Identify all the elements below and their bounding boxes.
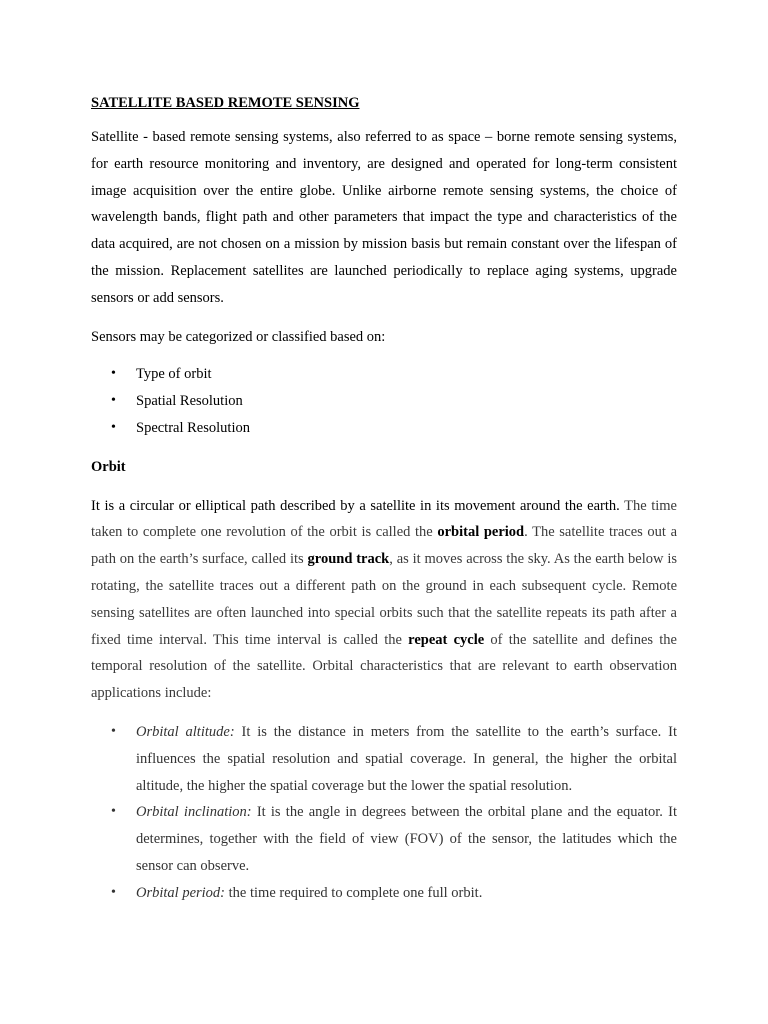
list-item: [91, 388, 677, 415]
bullet-icon: •: [111, 419, 116, 435]
orbit-text-segment: of the satellite and defines the temporal resolution of the satellite. Orbital characteristics that are relevant to earth observation applications include:: [91, 631, 677, 702]
sensor-category-list: [91, 361, 677, 441]
orbit-paragraph: [91, 493, 677, 707]
characteristic-term: Orbital altitude:: [136, 723, 235, 740]
list-item: [91, 719, 677, 799]
orbital-period-term: orbital period: [437, 524, 525, 541]
orbit-heading: Orbit: [91, 458, 126, 475]
bullet-icon: •: [111, 804, 116, 820]
list-item: [91, 799, 677, 879]
bullet-icon: •: [111, 723, 116, 739]
bullet-icon: •: [111, 393, 116, 409]
list-item-text: Spectral Resolution: [136, 419, 250, 436]
bullet-icon: •: [111, 884, 116, 900]
characteristic-term: Orbital inclination:: [136, 804, 252, 821]
document-page: [91, 93, 677, 907]
orbital-characteristics-list: [91, 719, 677, 907]
list-item: [91, 361, 677, 388]
sensors-intro: Sensors may be categorized or classified based on:: [91, 328, 386, 345]
ground-track-term: ground track: [307, 551, 390, 568]
orbit-definition: It is a circular or elliptical path described by a satellite in its movement around the earth.: [91, 497, 620, 514]
orbit-text-segment: . The satellite traces out a path on the earth’s surface, called its: [91, 524, 677, 568]
repeat-cycle-term: repeat cycle: [408, 631, 485, 648]
characteristic-description: It is the distance in meters from the satellite to the earth’s surface. It influences the spatial resolution and spatial coverage. In general, the higher the orbital altitude, the higher the spatial coverage but the lower the spatial resolution.: [136, 723, 677, 794]
intro-paragraph: Satellite - based remote sensing systems, also referred to as space – borne remote sensing systems, for earth resource monitoring and inventory, are designed and operated for long-term consistent image acquisition over the entire globe. Unlike airborne remote sensing systems, the choice of wavelength bands, flight path and other parameters that impact the type and characteristics of the data acquired, are not chosen on a mission by mission basis but remain constant over the lifespan of the mission. Replacement satellites are launched periodically to replace aging systems, upgrade sensors or add sensors.: [91, 129, 677, 306]
document-title: SATELLITE BASED REMOTE SENSING: [91, 95, 360, 111]
characteristic-description: the time required to complete one full orbit.: [225, 884, 483, 901]
orbit-text-segment: , as it moves across the sky. As the earth below is rotating, the satellite traces out a different path on the ground in each subsequent cycle. Remote sensing satellites are often launched into special orbits such that the satellite repeats its path after a fixed time interval. This time interval is called the: [91, 551, 677, 648]
characteristic-term: Orbital period:: [136, 884, 226, 901]
list-item: [91, 880, 677, 907]
list-item-text: Spatial Resolution: [136, 393, 243, 410]
characteristic-description: It is the angle in degrees between the orbital plane and the equator. It determines, together with the field of view (FOV) of the sensor, the latitudes which the sensor can observe.: [136, 804, 677, 874]
bullet-icon: •: [111, 366, 116, 382]
orbit-text-segment: The time taken to complete one revolution of the orbit is called the: [91, 497, 677, 541]
list-item: [91, 415, 677, 442]
list-item-text: Type of orbit: [136, 366, 212, 383]
